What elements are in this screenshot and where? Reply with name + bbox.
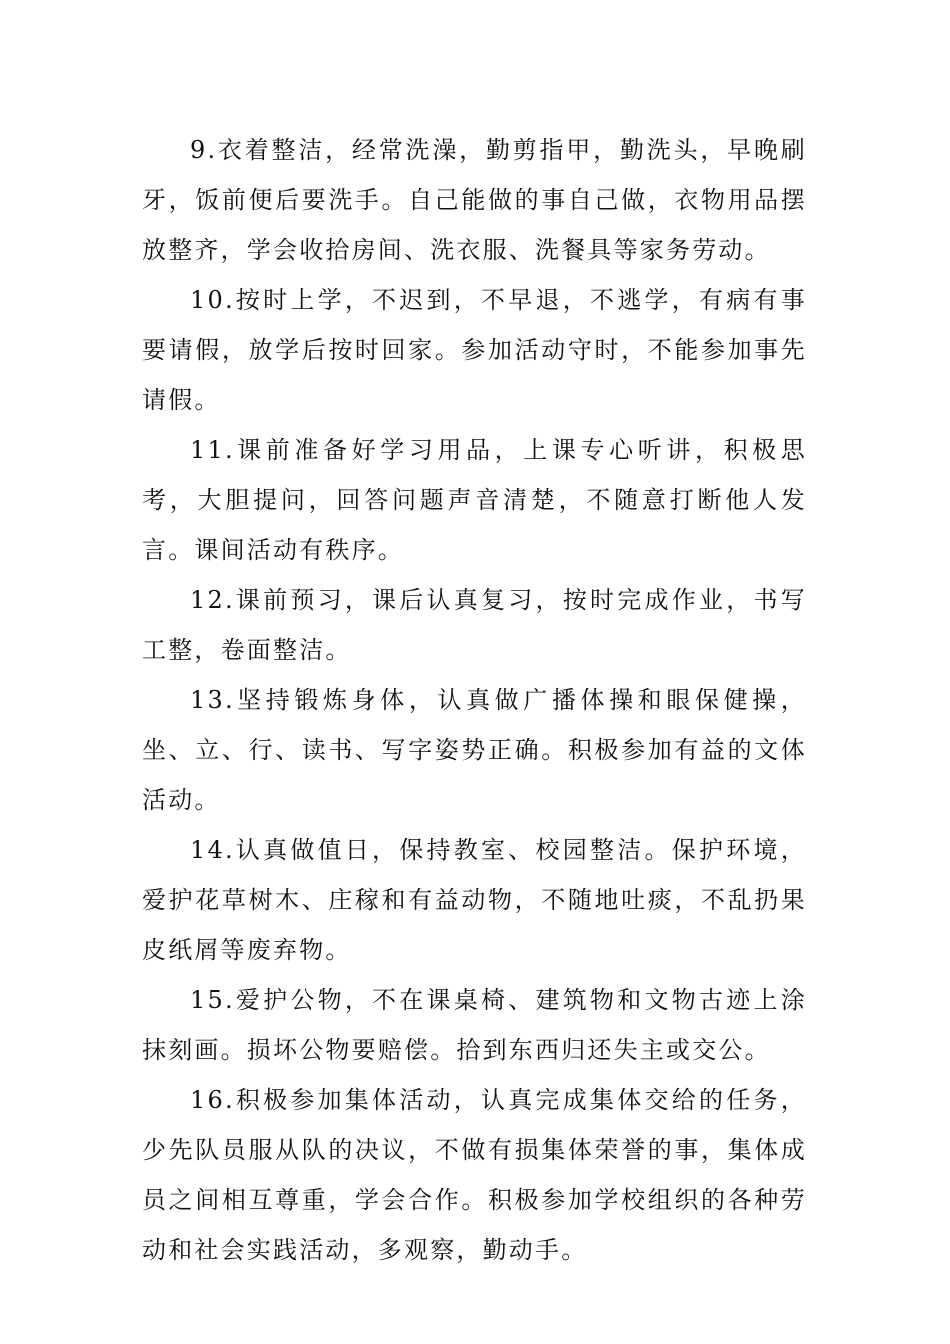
rule-paragraph-9: 9.衣着整洁，经常洗澡，勤剪指甲，勤洗头，早晚刷牙，饭前便后要洗手。自己能做的事自己做，衣物用品摆放整齐，学会收拾房间、洗衣服、洗餐具等家务劳动。 bbox=[142, 136, 807, 264]
document-body bbox=[142, 125, 807, 1275]
rule-paragraph-12: 12.课前预习，课后认真复习，按时完成作业，书写工整，卷面整洁。 bbox=[142, 586, 807, 664]
rule-paragraph-11: 11.课前准备好学习用品，上课专心听讲，积极思考，大胆提问，回答问题声音清楚，不随意打断他人发言。课间活动有秩序。 bbox=[142, 436, 807, 564]
rule-paragraph-16: 16.积极参加集体活动，认真完成集体交给的任务，少先队员服从队的决议，不做有损集体荣誉的事，集体成员之间相互尊重，学会合作。积极参加学校组织的各种劳动和社会实践活动，多观察，勤动手。 bbox=[142, 1086, 807, 1264]
rule-paragraph-14: 14.认真做值日，保持教室、校园整洁。保护环境，爱护花草树木、庄稼和有益动物，不随地吐痰，不乱扔果皮纸屑等废弃物。 bbox=[142, 836, 807, 964]
rule-paragraph-15: 15.爱护公物，不在课桌椅、建筑物和文物古迹上涂抹刻画。损坏公物要赔偿。拾到东西归还失主或交公。 bbox=[142, 986, 807, 1064]
rule-paragraph-13: 13.坚持锻炼身体，认真做广播体操和眼保健操，坐、立、行、读书、写字姿势正确。积极参加有益的文体活动。 bbox=[142, 686, 807, 814]
rule-paragraph-10: 10.按时上学，不迟到，不早退，不逃学，有病有事要请假，放学后按时回家。参加活动守时，不能参加事先请假。 bbox=[142, 286, 807, 414]
